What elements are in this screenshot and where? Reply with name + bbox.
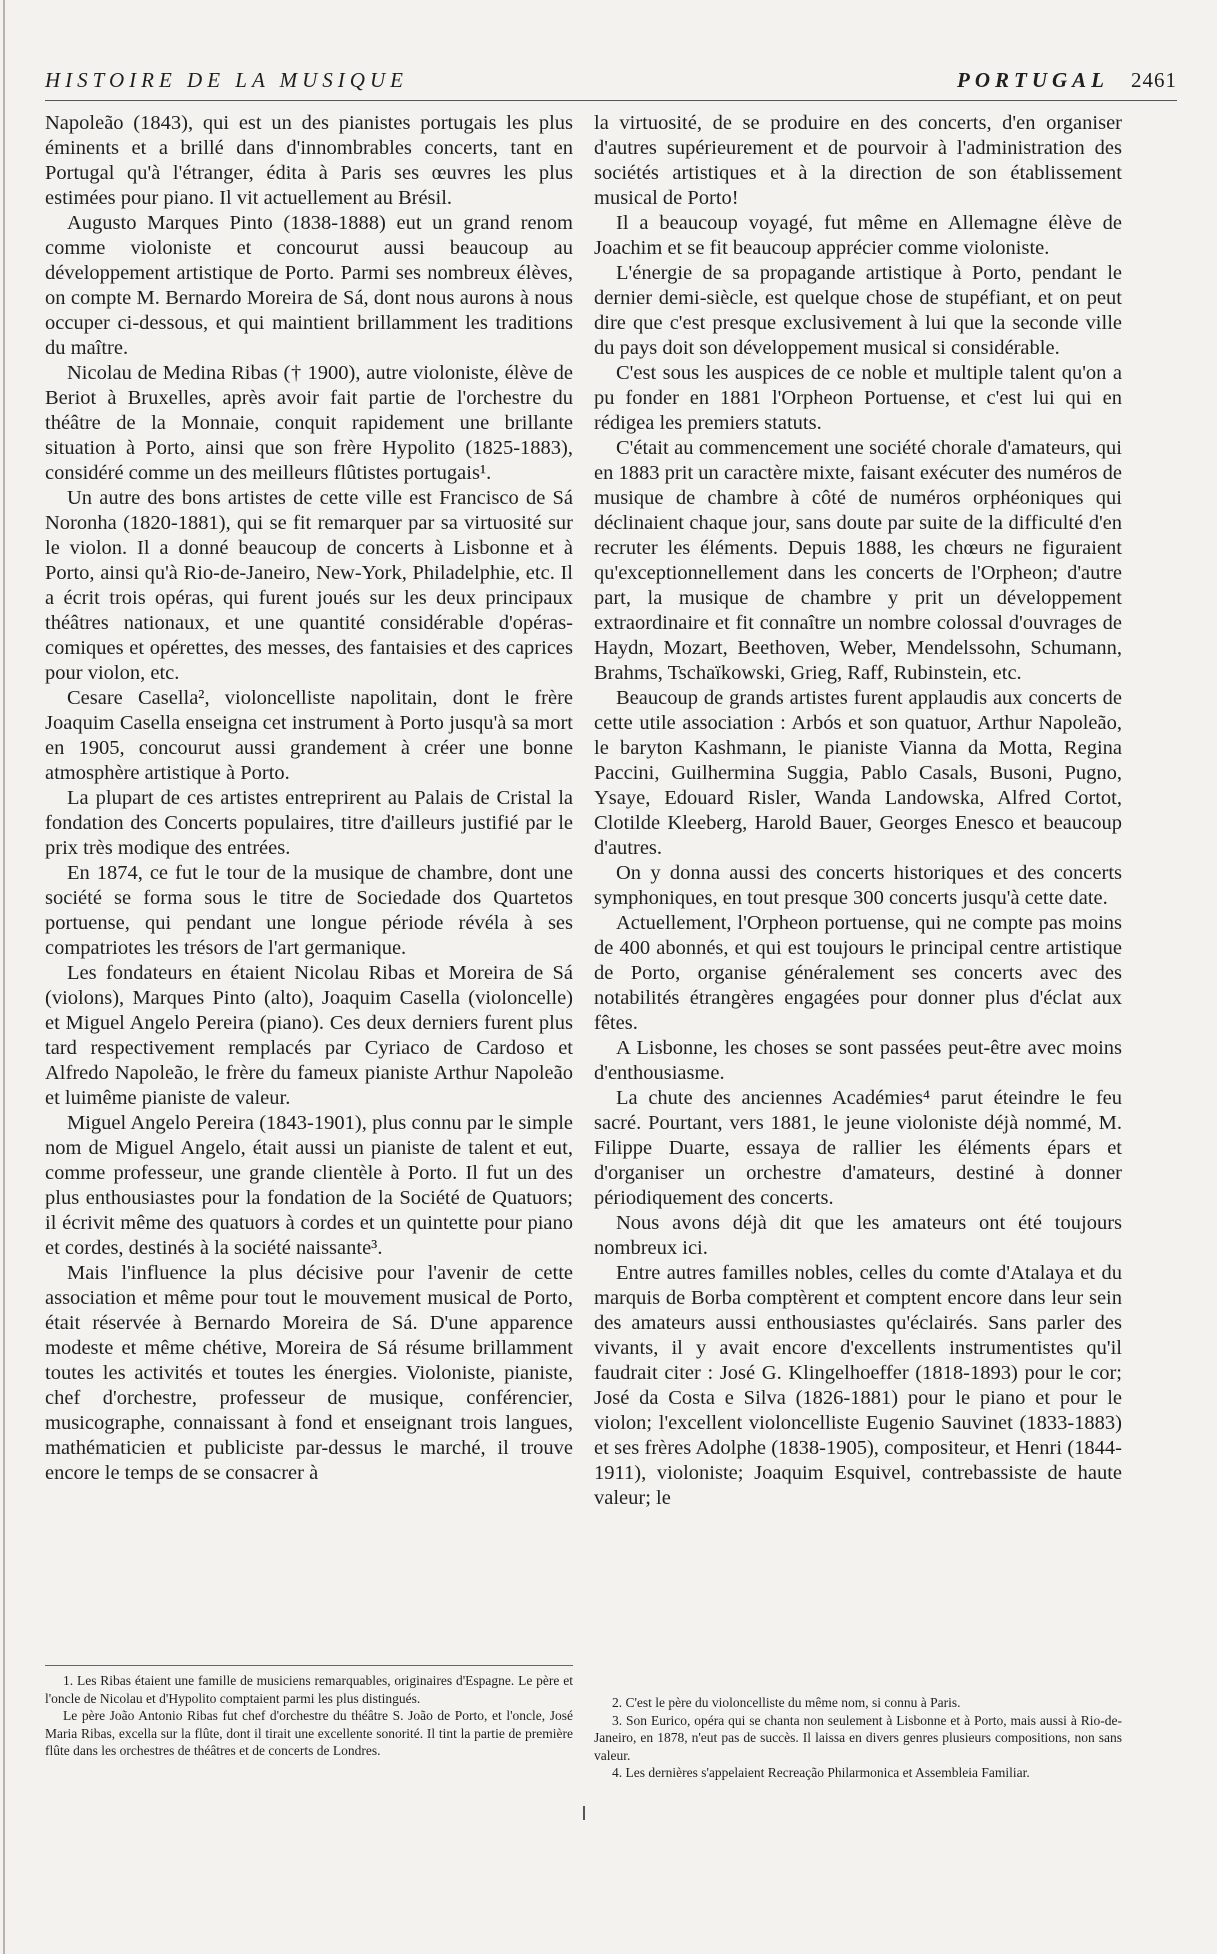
footnote: 1. Les Ribas étaient une famille de musiciens remarquables, originaires d'Espagne. Le père et l'oncle de Nicolau et d'Hypolito comptaient parmi les plus distingués. (45, 1673, 573, 1706)
paragraph: La plupart de ces artistes entreprirent au Palais de Cristal la fondation des Concerts populaires, titre d'ailleurs justifié par le prix très modique des entrées. (45, 787, 573, 859)
paragraph: Miguel Angelo Pereira (1843-1901), plus connu par le simple nom de Miguel Angelo, était aussi un pianiste de talent et eut, comme professeur, une grande clientèle à Porto. Il fut un des plus enthousiastes pour la fondation de la Société de Quatuors; il écrivit même des quatuors à cordes et un quintette pour piano et cordes, destinés à la société naissante³. (45, 1112, 573, 1259)
footnote: 2. C'est le père du violoncelliste du même nom, si connu à Paris. (612, 1695, 961, 1710)
paragraph: A Lisbonne, les choses se sont passées peut-être avec moins d'enthousiasme. (594, 1037, 1122, 1084)
paragraph: C'était au commencement une société chorale d'amateurs, qui en 1883 prit un caractère mixte, faisant exécuter des numéros de musique de chambre à côté de numéros orphéoniques qui déclinaient chaque jour, sans doute par suite de la difficulté d'en recruter les éléments. Depuis 1888, les chœurs ne figuraient qu'exceptionnellement dans les concerts de l'Orpheon; d'autre part, la musique de chambre y prit un développement extraordinaire et fit connaître un nombre colossal d'ouvrages de Haydn, Mozart, Beethoven, Weber, Mendelssohn, Schumann, Brahms, Tschaïkowski, Grieg, Raff, Rubinstein, etc. (594, 437, 1122, 684)
paragraph: Il a beaucoup voyagé, fut même en Allemagne élève de Joachim et se fit beaucoup apprécier comme violoniste. (594, 212, 1122, 259)
footnote: Le père João Antonio Ribas fut chef d'orchestre du théâtre S. João de Porto, et l'oncle, José Maria Ribas, excella sur la flûte, dont il tirait une excellente sonorité. Il tint la partie de première flûte dans les orchestres de théâtres et de concerts de Londres. (45, 1708, 573, 1758)
paragraph: Entre autres familles nobles, celles du comte d'Atalaya et du marquis de Borba comptèrent et comptent encore dans leur sein des amateurs aussi enthousiastes qu'éclairés. Sans parler des vivants, il y avait encore d'excellents instrumentistes qu'il faudrait citer : José G. Klingelhoeffer (1818-1893) pour le cor; José da Costa e Silva (1826-1881) pour le piano et pour le violon; l'excellent violoncelliste Eugenio Sauvinet (1833-1883) et ses frères Adolphe (1838-1905), compositeur, et Henri (1844-1911), violoniste; Joaquim Esquivel, contrebassiste de haute valeur; le (594, 1262, 1122, 1509)
page-edge-line (3, 0, 5, 1954)
footnote: 3. Son Eurico, opéra qui se chanta non seulement à Lisbonne et à Porto, mais aussi à Rio-de-Janeiro, en 1878, n'eut pas de succès. Il laissa en divers genres plusieurs compositions, non sans valeur. (594, 1712, 1122, 1763)
paragraph: L'énergie de sa propagande artistique à Porto, pendant le dernier demi-siècle, est quelque chose de stupéfiant, et on peut dire que c'est presque exclusivement à lui que la seconde ville du pays doit son développement musical si considérable. (594, 262, 1122, 359)
paragraph: La chute des anciennes Académies⁴ parut éteindre le feu sacré. Pourtant, vers 1881, le jeune violoniste déjà nommé, M. Filippe Duarte, essaya de rallier les éléments épars et d'organiser un orchestre d'amateurs, destiné à donner périodiquement des concerts. (594, 1087, 1122, 1209)
paragraph: la virtuosité, de se produire en des concerts, d'en organiser d'autres supérieurement et de pourvoir à l'administration des sociétés artistiques et à la direction de son établissement musical de Porto! (594, 112, 1122, 209)
margin-mark (583, 1806, 585, 1820)
left-column (45, 111, 573, 1486)
paragraph: Les fondateurs en étaient Nicolau Ribas et Moreira de Sá (violons), Marques Pinto (alto), Joaquim Casella (violoncelle) et Miguel Angelo Pereira (piano). Ces deux derniers furent plus tard respectivement remplacés par Cyriaco de Cardoso et Alfredo Napoleão, le frère du fameux pianiste Arthur Napoleão et luimême pianiste de valeur. (45, 962, 573, 1109)
paragraph: Nous avons déjà dit que les amateurs ont été toujours nombreux ici. (594, 1212, 1122, 1259)
paragraph: Mais l'influence la plus décisive pour l'avenir de cette association et même pour tout le mouvement musical de Porto, était réservée à Bernardo Moreira de Sá. D'une apparence modeste et même chétive, Moreira de Sá résume brillamment toutes les activités et toutes les énergies. Violoniste, pianiste, chef d'orchestre, professeur de musique, conférencier, musicographe, connaissant à fond et enseignant trois langues, mathématicien et publiciste par-dessus le marché, il trouve encore le temps de se consacrer à (45, 1262, 573, 1484)
paragraph: Un autre des bons artistes de cette ville est Francisco de Sá Noronha (1820-1881), qui se fit remarquer par sa virtuosité sur le violon. Il a donné beaucoup de concerts à Lisbonne et à Porto, ainsi qu'à Rio-de-Janeiro, New-York, Philadelphie, etc. Il a écrit trois opéras, qui furent joués sur les deux principaux théâtres nationaux, et une quantité considérable d'opéras-comiques et opérettes, des messes, des fantaisies et des caprices pour violon, etc. (45, 487, 573, 684)
footnotes-right (594, 1694, 1122, 1782)
paragraph: En 1874, ce fut le tour de la musique de chambre, dont une société se forma sous le titre de Sociedade dos Quartetos portuense, qui pendant une longue période révéla à ses compatriotes les trésors de l'art germanique. (45, 862, 573, 959)
header-book-title: HISTOIRE DE LA MUSIQUE (45, 68, 408, 92)
paragraph: Nicolau de Medina Ribas († 1900), autre violoniste, élève de Beriot à Bruxelles, après avoir fait partie de l'orchestre du théâtre de la Monnaie, conquit rapidement une brillante situation à Porto, ainsi que son frère Hypolito (1825-1883), considéré comme un des meilleurs flûtistes portugais¹. (45, 362, 573, 484)
paragraph: C'est sous les auspices de ce noble et multiple talent qu'on a pu fonder en 1881 l'Orpheon Portuense, et c'est lui qui en rédigea les premiers statuts. (594, 362, 1122, 434)
footnote: 4. Les dernières s'appelaient Recreação Philarmonica et Assembleia Familiar. (612, 1765, 1030, 1780)
right-column (594, 111, 1122, 1511)
header-section (957, 68, 1177, 93)
paragraph: Napoleão (1843), qui est un des pianistes portugais les plus éminents et a brillé dans d'innombrables concerts, tant en Portugal qu'à l'étranger, édita à Paris ses œuvres les plus estimées pour piano. Il vit actuellement au Brésil. (45, 112, 573, 209)
paragraph: Augusto Marques Pinto (1838-1888) eut un grand renom comme violoniste et concourut aussi beaucoup au développement artistique de Porto. Parmi ses nombreux élèves, on compte M. Bernardo Moreira de Sá, dont nous aurons à nous occuper ci-dessous, et qui maintient brillamment les traditions du maître. (45, 212, 573, 359)
footnotes-left (45, 1665, 573, 1760)
paragraph: Cesare Casella², violoncelliste napolitain, dont le frère Joaquim Casella enseigna cet instrument à Porto jusqu'à sa mort en 1905, concourut aussi grandement à créer une bonne atmosphère artistique à Porto. (45, 687, 573, 784)
header-section-title: PORTUGAL (957, 68, 1109, 92)
page-number: 2461 (1131, 68, 1177, 92)
running-header (45, 66, 1177, 101)
paragraph: On y donna aussi des concerts historiques et des concerts symphoniques, en tout presque 300 concerts jusqu'à cette date. (594, 862, 1122, 909)
paragraph: Beaucoup de grands artistes furent applaudis aux concerts de cette utile association : Arbós et son quatuor, Arthur Napoleão, le baryton Kashmann, le pianiste Vianna da Motta, Regina Paccini, Guilhermina Suggia, Pablo Casals, Busoni, Pugno, Ysaye, Edouard Risler, Wanda Landowska, Alfred Cortot, Clotilde Kleeberg, Harold Bauer, Georges Enesco et beaucoup d'autres. (594, 687, 1122, 859)
paragraph: Actuellement, l'Orpheon portuense, qui ne compte pas moins de 400 abonnés, et qui est toujours le principal centre artistique de Porto, organise généralement ses concerts avec des notabilités étrangères engagées pour donner plus d'éclat aux fêtes. (594, 912, 1122, 1034)
